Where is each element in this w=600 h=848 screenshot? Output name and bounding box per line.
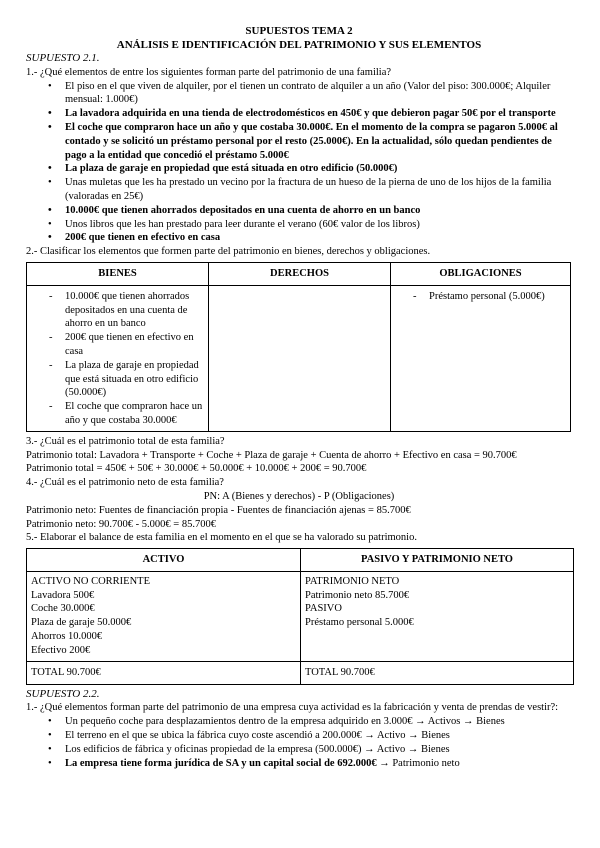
list-item: • 200€ que tienen en efectivo en casa — [26, 231, 572, 245]
balance-header-pasivo: PASIVO Y PATRIMONIO NETO — [301, 549, 574, 572]
supuesto-2-2-question-1: 1.- ¿Qué elementos forman parte del patrimonio de una empresa cuya actividad es la fabricación y venta de prendas de vestir?: — [26, 702, 559, 714]
table-list-item: - 10.000€ que tienen ahorrados depositados en una cuenta de ahorro en un banco — [47, 290, 205, 331]
balance-line: Patrimonio neto 85.700€ — [305, 589, 410, 601]
balance-line: Lavadora 500€ — [31, 589, 95, 601]
patrimonio-empresa-list — [26, 715, 572, 770]
pasivo-cell — [301, 571, 574, 661]
table-list-item: - El coche que compraron hace un año y que costaba 30.000€ — [47, 400, 205, 428]
question-2: 2.- Clasificar los elementos que formen parte del patrimonio en bienes, derechos y obligaciones. — [26, 246, 431, 258]
table-body-row — [27, 285, 571, 431]
list-item: • 10.000€ que tienen ahorrados depositados en una cuenta de ahorro en un banco — [26, 204, 572, 218]
balance-line: PASIVO — [305, 603, 342, 615]
balance-header-activo: ACTIVO — [27, 549, 301, 572]
balance-line: Préstamo personal 5.000€ — [305, 617, 414, 629]
obligaciones-cell — [391, 285, 571, 431]
table-list-item: - La plaza de garaje en propiedad que está situada en otro edificio (50.000€) — [47, 359, 205, 400]
supuesto-2-2-heading: SUPUESTO 2.2. — [26, 687, 100, 700]
list-item: • La lavadora adquirida en una tienda de electrodomésticos en 450€ y que debieron pagar 50€ por el transporte — [26, 107, 572, 121]
balance-line: PATRIMONIO NETO — [305, 575, 400, 587]
list-item: • Unos libros que les han prestado para leer durante el verano (60€ valor de los libros) — [26, 218, 572, 232]
question-3: 3.- ¿Cuál es el patrimonio total de esta familia? — [26, 435, 225, 447]
table-header-derechos: DERECHOS — [209, 262, 391, 285]
answer-patrimonio-total-2: Patrimonio total = 450€ + 50€ + 30.000€ + 50.000€ + 10.000€ + 200€ = 90.700€ — [26, 463, 367, 475]
balance-header-row — [27, 549, 574, 572]
bienes-cell — [27, 285, 209, 431]
answer-patrimonio-neto-1: Patrimonio neto: Fuentes de financiación propia - Fuentes de financiación ajenas = 85.700€ — [26, 504, 411, 516]
list-item: • El coche que compraron hace un año y que costaba 30.000€. En el momento de la compra se pagaron 5.000€ al contado y se solicitó un préstamo personal por el resto (25.000€). En la actualidad, sólo quedan pendientes de pago a la entidad que concedió el préstamo 5.000€ — [26, 121, 572, 162]
question-1: 1.- ¿Qué elementos de entre los siguientes forman parte del patrimonio de una familia? — [26, 66, 392, 78]
question-5: 5.- Elaborar el balance de esta familia en el momento en el que se ha valorado su patrimonio. — [26, 532, 417, 544]
derechos-cell — [209, 285, 391, 431]
balance-line: ACTIVO NO CORRIENTE — [31, 575, 150, 587]
clasificacion-table — [26, 262, 571, 432]
balance-body-row — [27, 571, 574, 661]
balance-line: Plaza de garaje 50.000€ — [31, 617, 132, 629]
page-title — [26, 25, 572, 52]
table-header-bienes: BIENES — [27, 262, 209, 285]
list-item: • El piso en el que viven de alquiler, por el tienen un contrato de alquiler a un año (Valor del piso: 300.000€; Alquiler mensual: 1.000€) — [26, 80, 572, 108]
patrimonio-neto-formula: PN: A (Bienes y derechos) - P (Obligaciones) — [203, 490, 395, 502]
balance-line: Efectivo 200€ — [31, 644, 91, 656]
balance-total-row — [27, 661, 574, 684]
supuesto-2-1-heading: SUPUESTO 2.1. — [26, 52, 100, 64]
list-item-regular-part: → Patrimonio neto — [376, 757, 460, 769]
question-4: 4.- ¿Cuál es el patrimonio neto de esta familia? — [26, 477, 224, 489]
activo-cell — [27, 571, 301, 661]
patrimonio-familia-list — [26, 80, 572, 246]
table-list-item: - 200€ que tienen en efectivo en casa — [47, 331, 205, 359]
list-item — [26, 757, 572, 771]
title-line-1: SUPUESTOS TEMA 2 — [245, 25, 353, 37]
list-item: • Un pequeño coche para desplazamientos dentro de la empresa adquirido en 3.000€ → Activos → Bienes — [26, 715, 572, 729]
table-header-row — [27, 262, 571, 285]
list-item: • La plaza de garaje en propiedad que está situada en otro edificio (50.000€) — [26, 162, 572, 176]
total-activo-cell: TOTAL 90.700€ — [27, 661, 301, 684]
answer-patrimonio-neto-2: Patrimonio neto: 90.700€ - 5.000€ = 85.700€ — [26, 518, 216, 530]
bienes-list — [27, 290, 205, 428]
table-list-item: - Préstamo personal (5.000€) — [411, 290, 567, 304]
table-header-obligaciones: OBLIGACIONES — [391, 262, 571, 285]
obligaciones-list — [391, 290, 567, 304]
list-item: • Los edificios de fábrica y oficinas propiedad de la empresa (500.000€) → Activo → Bienes — [26, 743, 572, 757]
answer-patrimonio-total-1: Patrimonio total: Lavadora + Transporte + Coche + Plaza de garaje + Cuenta de ahorro + Efectivo en casa = 90.700€ — [26, 449, 517, 461]
list-item-bold-part: La empresa tiene forma jurídica de SA y un capital social de 692.000€ — [65, 757, 377, 769]
balance-line: Coche 30.000€ — [31, 603, 95, 615]
list-item: • El terreno en el que se ubica la fábrica cuyo coste ascendió a 200.000€ → Activo → Bienes — [26, 729, 572, 743]
total-pasivo-cell: TOTAL 90.700€ — [301, 661, 574, 684]
title-line-2: ANÁLISIS E IDENTIFICACIÓN DEL PATRIMONIO Y SUS ELEMENTOS — [116, 38, 482, 51]
list-item: • Unas muletas que les ha prestado un vecino por la fractura de un hueso de la pierna de uno de los hijos de la familia (valoradas en 25€) — [26, 176, 572, 204]
balance-line: Ahorros 10.000€ — [31, 631, 103, 643]
balance-table — [26, 548, 574, 685]
